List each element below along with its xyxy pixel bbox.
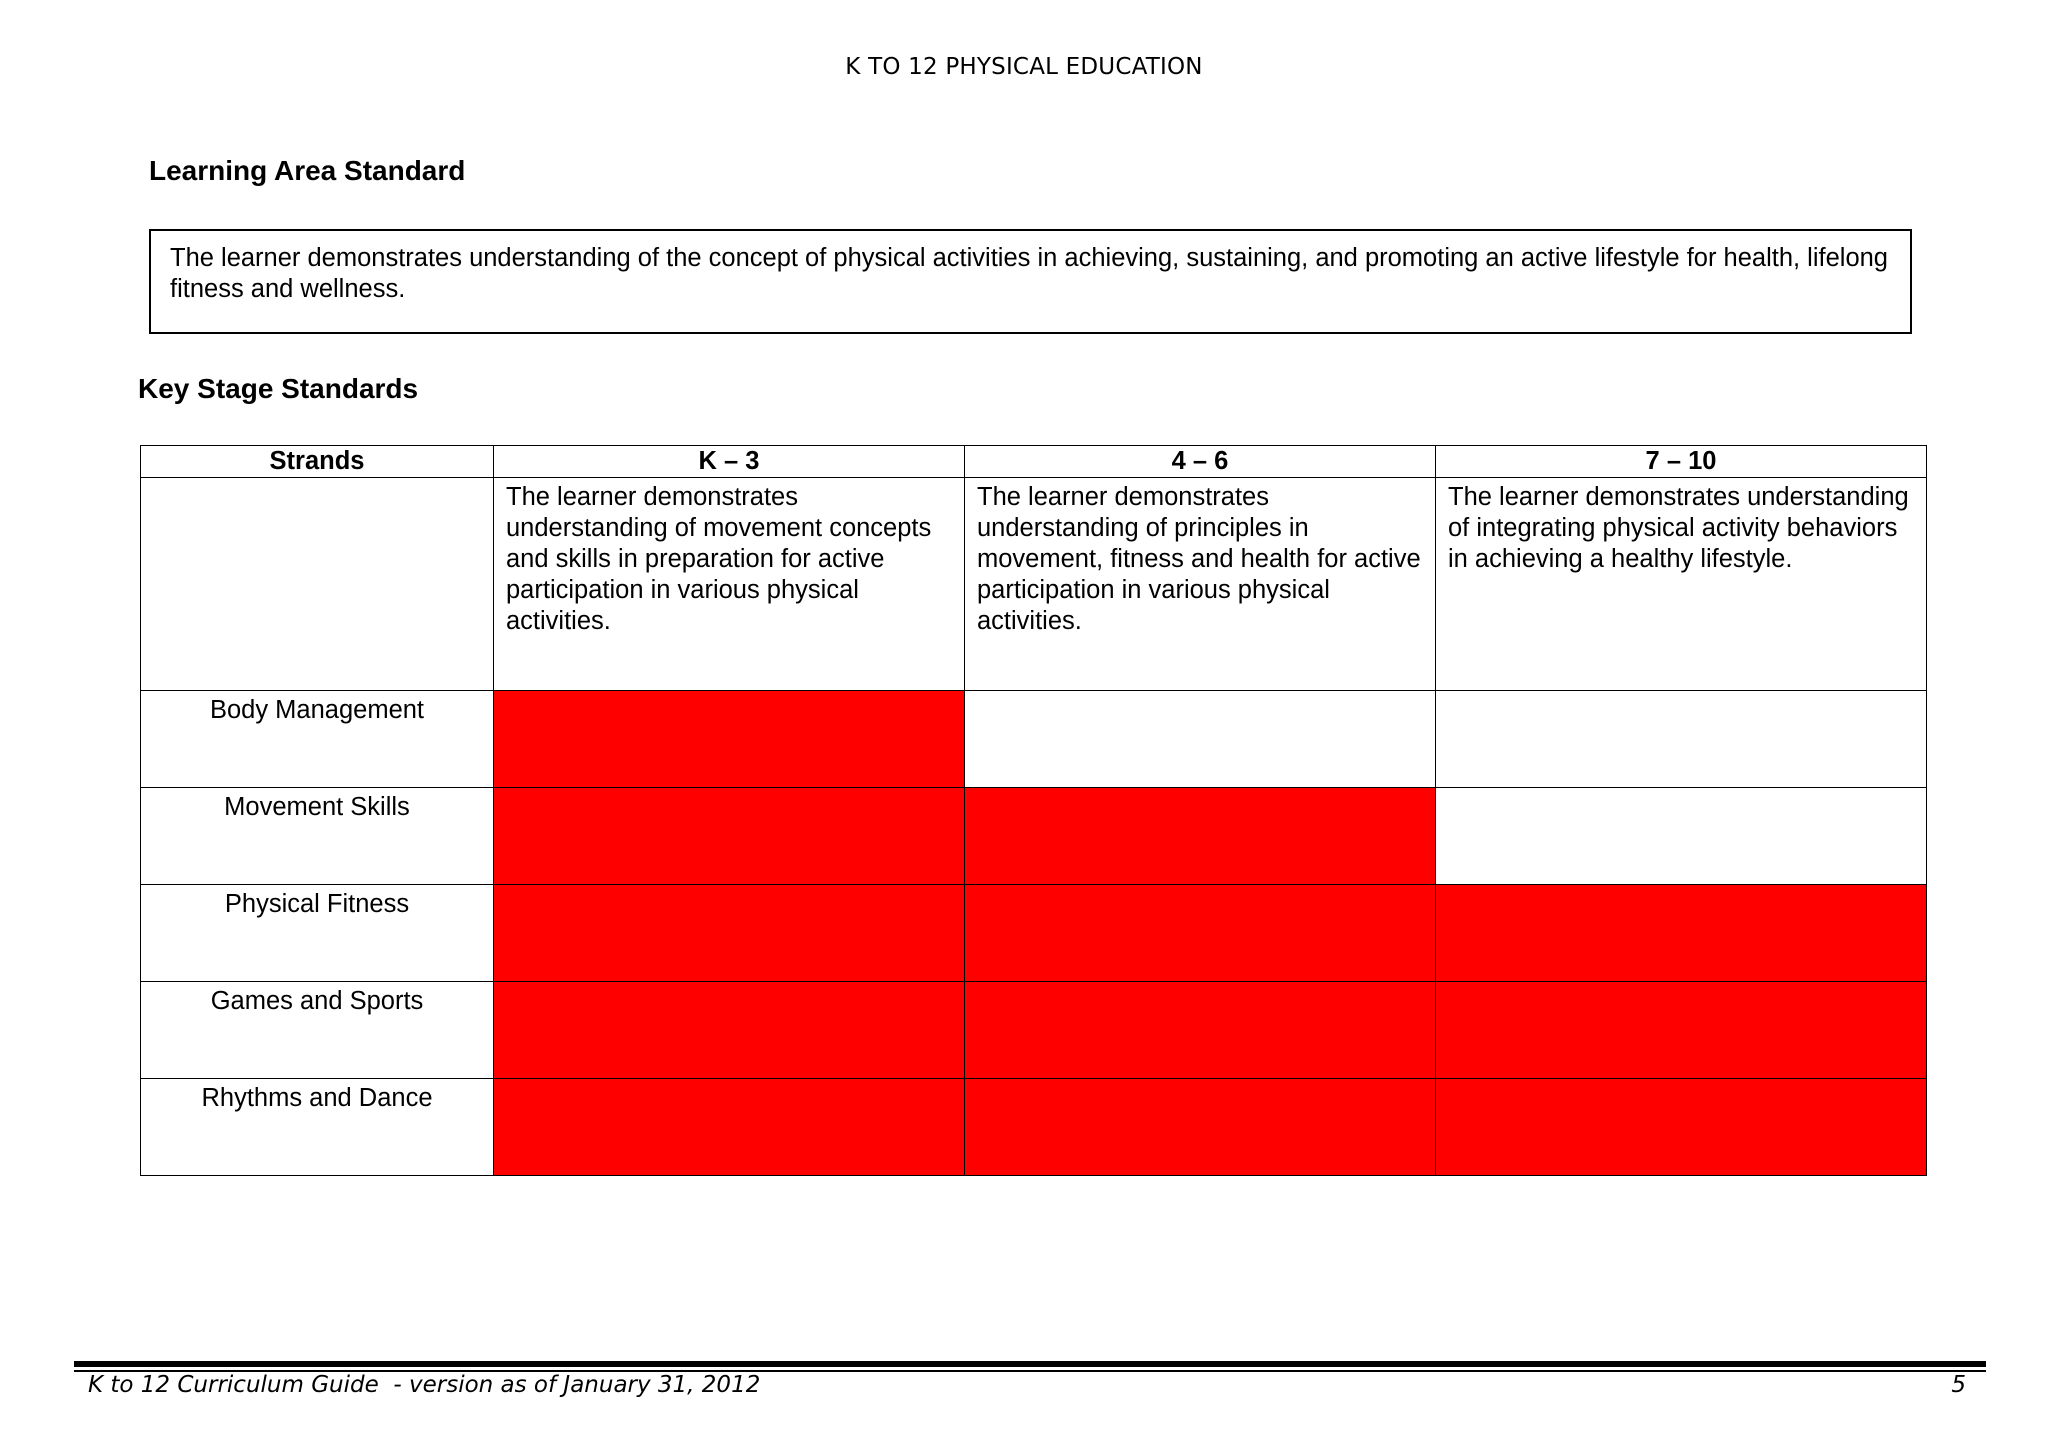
- strand-name: Games and Sports: [141, 982, 494, 1079]
- coverage-cell: [494, 885, 965, 982]
- description-row: [141, 478, 1927, 691]
- column-header-k-3: K – 3: [494, 446, 965, 478]
- description-strands-cell: [141, 478, 494, 691]
- coverage-cell: [965, 1079, 1436, 1176]
- coverage-cell: [1436, 788, 1927, 885]
- strand-row-games-and-sports: [141, 982, 1927, 1079]
- column-header-7-10: 7 – 10: [1436, 446, 1927, 478]
- key-stage-standards-table: [140, 445, 1927, 1176]
- strand-row-rhythms-and-dance: [141, 1079, 1927, 1176]
- coverage-cell: [965, 982, 1436, 1079]
- table-header-row: [141, 446, 1927, 478]
- coverage-cell: [965, 788, 1436, 885]
- coverage-cell: [965, 885, 1436, 982]
- page-number: 5: [1951, 1372, 1966, 1398]
- description-7-10: The learner demonstrates understanding of integrating physical activity behaviors in achieving a healthy lifestyle.: [1436, 478, 1927, 691]
- running-header: K TO 12 PHYSICAL EDUCATION: [845, 54, 1203, 80]
- learning-area-standard-box: [149, 229, 1912, 334]
- strand-name: Body Management: [141, 691, 494, 788]
- learning-area-standard-text: The learner demonstrates understanding of the concept of physical activities in achieving, sustaining, and promoting an active lifestyle for health, lifelong fitness and wellness.: [170, 244, 1888, 303]
- learning-area-heading: Learning Area Standard: [149, 155, 466, 186]
- coverage-cell: [1436, 885, 1927, 982]
- strand-row-physical-fitness: [141, 885, 1927, 982]
- description-k-3: The learner demonstrates understanding of movement concepts and skills in preparation for active participation in various physical activities.: [494, 478, 965, 691]
- key-stage-heading: Key Stage Standards: [138, 373, 419, 404]
- coverage-cell: [494, 691, 965, 788]
- coverage-cell: [494, 1079, 965, 1176]
- strand-name: Rhythms and Dance: [141, 1079, 494, 1176]
- strand-name: Physical Fitness: [141, 885, 494, 982]
- column-header-strands: Strands: [141, 446, 494, 478]
- coverage-cell: [965, 691, 1436, 788]
- coverage-cell: [1436, 1079, 1927, 1176]
- coverage-cell: [494, 788, 965, 885]
- description-4-6: The learner demonstrates understanding of principles in movement, fitness and health for active participation in various physical activities.: [965, 478, 1436, 691]
- strand-name: Movement Skills: [141, 788, 494, 885]
- strand-row-movement-skills: [141, 788, 1927, 885]
- column-header-4-6: 4 – 6: [965, 446, 1436, 478]
- footer-rule: [74, 1361, 1986, 1367]
- strand-row-body-management: [141, 691, 1927, 788]
- coverage-cell: [1436, 691, 1927, 788]
- coverage-cell: [1436, 982, 1927, 1079]
- footer-document-title: K to 12 Curriculum Guide - version as of January 31, 2012: [88, 1372, 761, 1398]
- coverage-cell: [494, 982, 965, 1079]
